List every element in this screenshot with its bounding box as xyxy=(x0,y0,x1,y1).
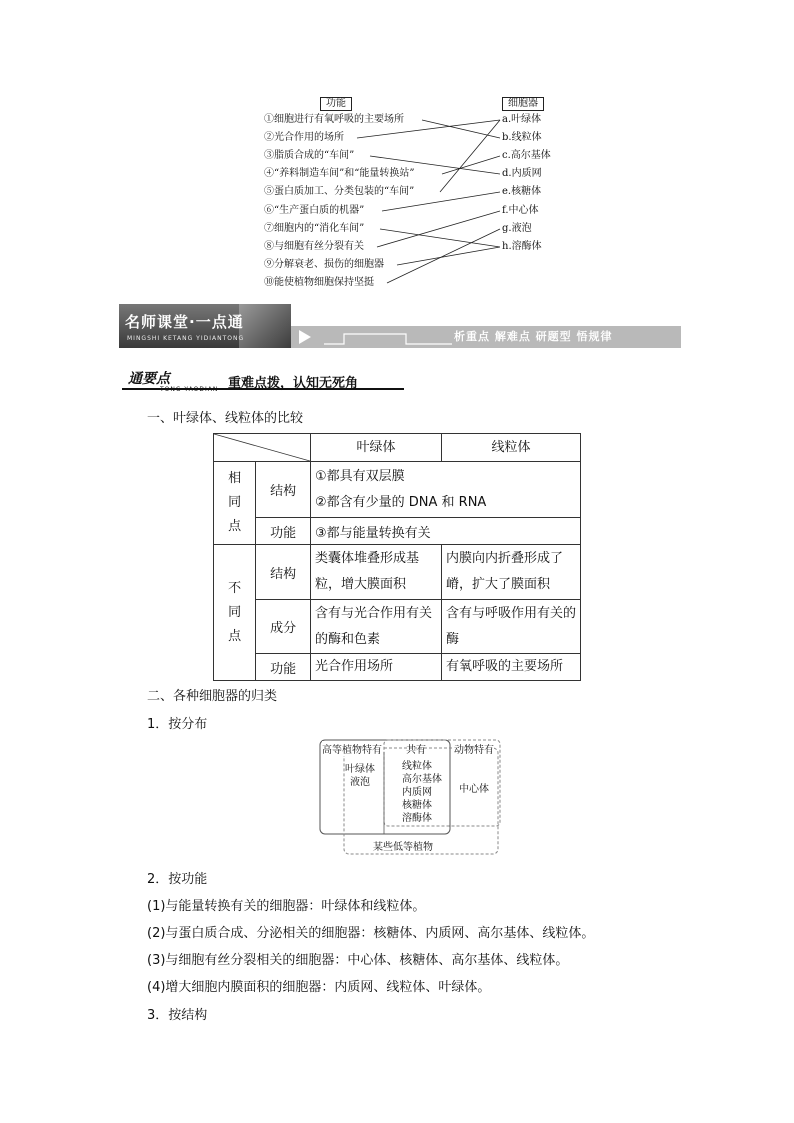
section-underline xyxy=(122,388,404,390)
match-line xyxy=(377,211,500,247)
match-line xyxy=(370,156,500,174)
common-item: 线粒体 xyxy=(402,761,432,772)
comparison-table xyxy=(213,433,581,681)
diff-func-xian: 有氧呼吸的主要场所 xyxy=(442,654,581,681)
row-label-func: 功能 xyxy=(256,654,311,681)
func-item: (2)与蛋白质合成、分泌相关的细胞器：核糖体、内质网、高尔基体、线粒体。 xyxy=(147,926,595,941)
same-group-label: 相同点 xyxy=(214,462,256,545)
matching-lines xyxy=(262,95,562,295)
plant-item: 叶绿体 xyxy=(345,764,375,775)
same-struct-cell: ①都具有双层膜 ②都含有少量的 DNA 和 RNA xyxy=(311,462,581,518)
organelle-item: c.高尔基体 xyxy=(502,150,551,161)
organelle-item: e.核糖体 xyxy=(502,186,542,197)
function-item: ④“养料制造车间”和“能量转换站” xyxy=(264,168,415,179)
function-item: ⑦细胞内的“消化车间” xyxy=(264,223,365,234)
classification-diagram xyxy=(318,738,502,856)
func-item: (4)增大细胞内膜面积的细胞器：内质网、线粒体、叶绿体。 xyxy=(147,980,491,995)
function-item: ⑤蛋白质加工、分类包装的“车间” xyxy=(264,186,415,197)
common-label: 共有 xyxy=(406,745,426,756)
part2-sub2: 2．按功能 xyxy=(147,872,208,887)
function-item: ①细胞进行有氧呼吸的主要场所 xyxy=(264,114,404,125)
banner-tags: 析重点 解难点 研题型 悟规律 xyxy=(454,330,613,343)
bottom-label: 某些低等植物 xyxy=(373,842,433,853)
part1-heading: 一、叶绿体、线粒体的比较 xyxy=(147,411,304,426)
match-line xyxy=(397,247,500,265)
banner-logo xyxy=(119,304,291,348)
organelle-item: a.叶绿体 xyxy=(502,114,542,125)
diagonal-corner xyxy=(214,434,311,462)
organelle-item: b.线粒体 xyxy=(502,132,542,143)
row-label-struct: 结构 xyxy=(256,545,311,600)
match-line xyxy=(422,120,500,138)
diff-func-ye: 光合作用场所 xyxy=(311,654,442,681)
function-item: ⑥“生产蛋白质的机器” xyxy=(264,205,365,216)
diff-struct-xian: 内膜向内折叠形成了嵴，扩大了膜面积 xyxy=(442,545,581,600)
function-item: ⑧与细胞有丝分裂有关 xyxy=(264,241,364,252)
match-line xyxy=(442,156,500,174)
plant-label: 高等植物特有 xyxy=(322,741,382,756)
common-item: 内质网 xyxy=(402,787,432,798)
table-row xyxy=(214,462,581,518)
col-header-ye: 叶绿体 xyxy=(311,434,442,462)
banner-photo xyxy=(239,304,291,348)
banner-pinyin: MINGSHI KETANG YIDIANTONG xyxy=(127,335,245,342)
func-item: (3)与细胞有丝分裂相关的细胞器：中心体、核糖体、高尔基体、线粒体。 xyxy=(147,953,569,968)
section-pinyin: TONG YAODIAN xyxy=(160,386,219,393)
function-header: 功能 xyxy=(320,97,352,111)
organelle-item: g.液泡 xyxy=(502,223,532,234)
organelle-item: d.内质网 xyxy=(502,168,542,179)
banner-bracket-icon xyxy=(324,328,454,346)
animal-label: 动物特有 xyxy=(454,741,494,756)
table-header-row xyxy=(214,434,581,462)
row-label-func: 功能 xyxy=(256,518,311,545)
match-line xyxy=(387,229,500,283)
table-row xyxy=(214,654,581,681)
function-item: ③脂质合成的“车间” xyxy=(264,150,355,161)
section-subtitle: 重难点拨，认知无死角 xyxy=(228,376,359,391)
diff-comp-xian: 含有与呼吸作用有关的酶 xyxy=(442,600,581,654)
part2-sub1: 1．按分布 xyxy=(147,717,208,732)
matching-diagram xyxy=(262,95,562,295)
diff-struct-ye: 类囊体堆叠形成基粒，增大膜面积 xyxy=(311,545,442,600)
common-item: 高尔基体 xyxy=(402,774,442,785)
table-row xyxy=(214,545,581,600)
row-label-struct: 结构 xyxy=(256,462,311,518)
part2-heading: 二、各种细胞器的归类 xyxy=(147,689,278,704)
row-label-comp: 成分 xyxy=(256,600,311,654)
function-item: ⑨分解衰老、损伤的细胞器 xyxy=(264,259,384,270)
table-row xyxy=(214,600,581,654)
lesson-banner xyxy=(119,304,681,344)
func-item: (1)与能量转换有关的细胞器：叶绿体和线粒体。 xyxy=(147,899,426,914)
diff-group-label: 不同点 xyxy=(214,545,256,681)
banner-title: 名师课堂·一点通 xyxy=(125,313,244,331)
function-item: ②光合作用的场所 xyxy=(264,132,344,143)
section-title: 通要点 xyxy=(128,371,170,387)
play-arrow-icon xyxy=(296,328,314,346)
function-item: ⑩能使植物细胞保持坚挺 xyxy=(264,277,374,288)
match-line xyxy=(382,192,500,211)
common-item: 核糖体 xyxy=(402,800,432,811)
plant-item: 液泡 xyxy=(350,777,370,788)
diff-comp-ye: 含有与光合作用有关的酶和色素 xyxy=(311,600,442,654)
part2-sub3: 3．按结构 xyxy=(147,1008,208,1023)
col-header-xian: 线粒体 xyxy=(442,434,581,462)
animal-item: 中心体 xyxy=(459,784,489,795)
same-func-cell: ③都与能量转换有关 xyxy=(311,518,581,545)
organelle-header: 细胞器 xyxy=(502,97,544,111)
table-row xyxy=(214,518,581,545)
match-line xyxy=(357,120,500,138)
organelle-item: h.溶酶体 xyxy=(502,241,542,252)
organelle-item: f.中心体 xyxy=(502,205,539,216)
common-item: 溶酶体 xyxy=(402,813,432,824)
